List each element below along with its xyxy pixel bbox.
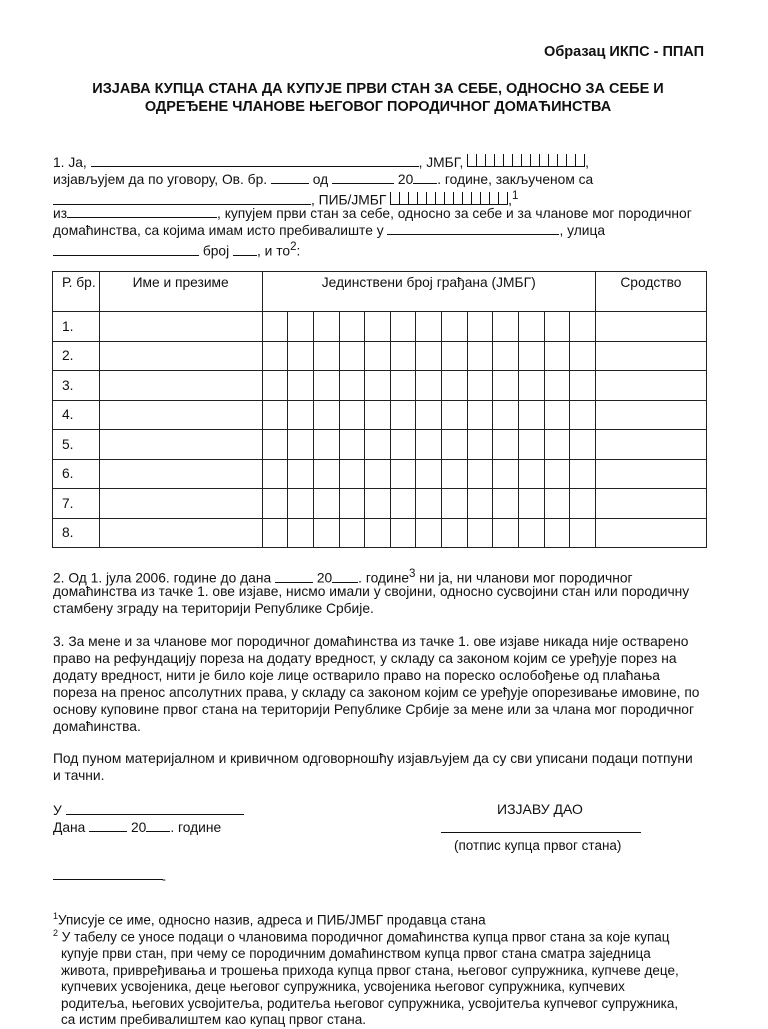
footnote-2-line: родитеља, његових усвојитеља, родитеља његовог супружника, усвојитеља купчевог супружника,	[61, 995, 679, 1011]
member-jmbg-digit-cell[interactable]	[262, 371, 288, 401]
member-jmbg-digit-cell[interactable]	[262, 518, 288, 548]
col-header-relation: Сродство	[595, 272, 706, 312]
table-row	[53, 459, 707, 489]
footnote-2-line: купује први стан, при чему се породичним домаћинством купца првог стана сматра заједница	[61, 946, 651, 961]
member-jmbg-digit-cell[interactable]	[313, 371, 339, 401]
member-jmbg-digit-cell[interactable]	[518, 489, 544, 519]
member-relation-cell[interactable]	[595, 400, 706, 430]
document-title	[40, 80, 716, 116]
place-line: У	[53, 802, 353, 819]
section-3	[53, 633, 713, 735]
member-jmbg-digit-cell[interactable]	[365, 312, 391, 342]
footnote-1: $^1$Уписује се име, односно назив, адреса и ПИБ/ЈМБГ продавца стана	[53, 911, 486, 928]
form-code: Образац ИКПС - ППАП	[544, 44, 704, 60]
member-jmbg-digit-cell[interactable]	[493, 518, 519, 548]
member-jmbg-digit-cell[interactable]	[313, 341, 339, 371]
table-row	[53, 341, 707, 371]
buyer-city-field[interactable]	[67, 205, 217, 218]
member-jmbg-digit-cell[interactable]	[313, 400, 339, 430]
member-jmbg-digit-cell[interactable]	[570, 459, 596, 489]
s1-line-4: из , купујем први стан за себе, односно за себе и за чланове мог породичног	[53, 206, 692, 221]
member-jmbg-digit-cell[interactable]	[365, 430, 391, 460]
member-jmbg-digit-cell[interactable]	[416, 312, 442, 342]
footnote-separator	[53, 879, 163, 880]
member-jmbg-digit-cell[interactable]	[339, 518, 365, 548]
period-end-year-field[interactable]	[332, 570, 358, 583]
member-jmbg-digit-cell[interactable]	[493, 489, 519, 519]
member-jmbg-digit-cell[interactable]	[365, 400, 391, 430]
member-jmbg-digit-cell[interactable]	[493, 459, 519, 489]
member-jmbg-digit-cell[interactable]	[313, 489, 339, 519]
row-number: 7.	[53, 489, 100, 519]
s3-line: основу куповине првог стана на територији Републике Србије за мене или за члана мог породичног	[53, 702, 695, 717]
s3-line: домаћинства.	[53, 719, 141, 734]
s1-line-6: број , и $то^2$:	[53, 239, 713, 256]
table-row	[53, 371, 707, 401]
row-number: 2.	[53, 341, 100, 371]
member-jmbg-digit-cell[interactable]	[442, 430, 468, 460]
member-jmbg-digit-cell[interactable]	[544, 430, 570, 460]
member-jmbg-digit-cell[interactable]	[570, 518, 596, 548]
member-jmbg-digit-cell[interactable]	[442, 341, 468, 371]
member-jmbg-digit-cell[interactable]	[442, 312, 468, 342]
table-row	[53, 430, 707, 460]
member-jmbg-digit-cell[interactable]	[442, 371, 468, 401]
member-jmbg-digit-cell[interactable]	[467, 400, 493, 430]
member-relation-cell[interactable]	[595, 341, 706, 371]
member-jmbg-digit-cell[interactable]	[518, 430, 544, 460]
row-number: 4.	[53, 400, 100, 430]
member-relation-cell[interactable]	[595, 430, 706, 460]
member-jmbg-digit-cell[interactable]	[416, 518, 442, 548]
member-jmbg-digit-cell[interactable]	[570, 341, 596, 371]
member-name-cell[interactable]	[99, 371, 262, 401]
member-jmbg-digit-cell[interactable]	[288, 371, 314, 401]
member-jmbg-digit-cell[interactable]	[518, 518, 544, 548]
liability-line: Под пуном материјалном и кривичном одговорношћу изјављујем да су сви уписани подаци потпуни	[53, 751, 693, 766]
member-name-cell[interactable]	[99, 459, 262, 489]
footnote-2-line: са истим пребивалиштем као купац првог стана.	[61, 1012, 366, 1027]
residence-place-field[interactable]	[387, 222, 559, 235]
member-jmbg-digit-cell[interactable]	[390, 341, 416, 371]
member-jmbg-digit-cell[interactable]	[493, 400, 519, 430]
member-jmbg-digit-cell[interactable]	[339, 312, 365, 342]
member-jmbg-digit-cell[interactable]	[442, 518, 468, 548]
s2-line-3: стамбену зграду на територији Републике Србије.	[53, 601, 374, 616]
member-name-cell[interactable]	[99, 400, 262, 430]
member-jmbg-digit-cell[interactable]	[416, 489, 442, 519]
member-jmbg-digit-cell[interactable]	[339, 459, 365, 489]
member-jmbg-digit-cell[interactable]	[493, 430, 519, 460]
member-jmbg-digit-cell[interactable]	[288, 459, 314, 489]
member-jmbg-digit-cell[interactable]	[288, 400, 314, 430]
member-jmbg-digit-cell[interactable]	[313, 518, 339, 548]
member-jmbg-digit-cell[interactable]	[262, 341, 288, 371]
footnote-2: $^2$ У табелу се уносе подаци о члановима породичног домаћинства купца првог стана за које купац купује први стан, при чему се породичним домаћинством купца првог стана сматра заједница живота, привређивања и трошења прихода купца првог стана, његовог супружника, купчеве деце, купчевих усвојеника, деце његовог супружника, усвојеника његовог супружника, купчевих родитеља, његових усвојитеља, родитеља његовог супружника, усвојитеља купчевог супружника, са истим пребивалиштем као купац првог стана.	[53, 925, 713, 1029]
col-header-name: Име и презиме	[99, 272, 262, 312]
place-date-block	[53, 802, 353, 836]
member-jmbg-digit-cell[interactable]	[467, 312, 493, 342]
member-jmbg-digit-cell[interactable]	[339, 400, 365, 430]
member-jmbg-digit-cell[interactable]	[365, 371, 391, 401]
member-jmbg-digit-cell[interactable]	[288, 430, 314, 460]
member-jmbg-digit-cell[interactable]	[390, 430, 416, 460]
title-line-2: ОДРЕЂЕНЕ ЧЛАНОВЕ ЊЕГОВОГ ПОРОДИЧНОГ ДОМАЋИНСТВА	[144, 99, 612, 115]
s1-line-1: 1. Ја, , ЈМБГ, ,	[53, 155, 590, 170]
member-jmbg-digit-cell[interactable]	[262, 430, 288, 460]
contract-date-field[interactable]	[332, 171, 394, 184]
member-jmbg-digit-cell[interactable]	[518, 312, 544, 342]
member-jmbg-digit-cell[interactable]	[518, 400, 544, 430]
s1-line-2: изјављујем да по уговору, Ов. бр. од 20 . године, закљученом са	[53, 172, 594, 187]
signature-caption: (потпис купца првог стана)	[454, 838, 622, 853]
member-jmbg-digit-cell[interactable]	[390, 459, 416, 489]
footnote-2-line: У табелу се уносе подаци о члановима породичног домаћинства купца првог стана за које купац	[61, 929, 670, 945]
member-jmbg-digit-cell[interactable]	[390, 312, 416, 342]
member-relation-cell[interactable]	[595, 312, 706, 342]
s1-line-3: , ПИБ/ЈМБГ ,$^1$	[53, 188, 713, 205]
member-jmbg-digit-cell[interactable]	[544, 518, 570, 548]
member-jmbg-digit-cell[interactable]	[390, 400, 416, 430]
member-jmbg-digit-cell[interactable]	[390, 489, 416, 519]
row-number: 8.	[53, 518, 100, 548]
member-jmbg-digit-cell[interactable]	[518, 459, 544, 489]
member-jmbg-digit-cell[interactable]	[544, 459, 570, 489]
seller-field[interactable]	[53, 192, 311, 205]
member-jmbg-digit-cell[interactable]	[518, 341, 544, 371]
member-jmbg-digit-cell[interactable]	[288, 312, 314, 342]
street-field[interactable]	[53, 243, 199, 256]
member-jmbg-digit-cell[interactable]	[262, 400, 288, 430]
member-relation-cell[interactable]	[595, 371, 706, 401]
member-jmbg-digit-cell[interactable]	[288, 489, 314, 519]
member-jmbg-digit-cell[interactable]	[442, 459, 468, 489]
footnote-separator-mark: -	[162, 872, 166, 886]
member-jmbg-digit-cell[interactable]	[467, 371, 493, 401]
row-number: 6.	[53, 459, 100, 489]
member-jmbg-digit-cell[interactable]	[339, 371, 365, 401]
member-jmbg-digit-cell[interactable]	[365, 459, 391, 489]
member-jmbg-digit-cell[interactable]	[544, 341, 570, 371]
footnote-2-line: купчевих усвојеника, деце његовог супружника, усвојеника његовог супружника, купчевих	[61, 979, 625, 994]
s2-line-1: 2. Од 1. јула 2006. године до дана 20 . године$^3$ ни ја, ни чланови мог породичног	[53, 568, 633, 586]
table-row	[53, 518, 707, 548]
member-jmbg-digit-cell[interactable]	[467, 341, 493, 371]
member-jmbg-digit-cell[interactable]	[544, 371, 570, 401]
member-jmbg-digit-cell[interactable]	[570, 430, 596, 460]
table-header-row	[53, 272, 707, 312]
row-number: 3.	[53, 371, 100, 401]
member-jmbg-digit-cell[interactable]	[467, 430, 493, 460]
buyer-name-field[interactable]	[91, 154, 419, 167]
member-jmbg-digit-cell[interactable]	[416, 341, 442, 371]
table-row	[53, 489, 707, 519]
member-jmbg-digit-cell[interactable]	[262, 312, 288, 342]
member-jmbg-digit-cell[interactable]	[493, 341, 519, 371]
row-number: 1.	[53, 312, 100, 342]
member-name-cell[interactable]	[99, 489, 262, 519]
sign-date-field[interactable]	[89, 819, 127, 832]
member-relation-cell[interactable]	[595, 518, 706, 548]
member-jmbg-digit-cell[interactable]	[570, 312, 596, 342]
member-jmbg-digit-cell[interactable]	[313, 430, 339, 460]
member-jmbg-digit-cell[interactable]	[467, 489, 493, 519]
table-row	[53, 400, 707, 430]
member-jmbg-digit-cell[interactable]	[339, 430, 365, 460]
contract-year-field[interactable]	[413, 171, 437, 184]
section-2	[53, 566, 713, 617]
member-jmbg-digit-cell[interactable]	[442, 489, 468, 519]
member-jmbg-digit-cell[interactable]	[467, 459, 493, 489]
s3-line: право на рефундацију пореза на додату вредност, у складу са законом којим се уређује порез на	[53, 651, 677, 666]
section-1	[53, 154, 713, 259]
member-jmbg-digit-cell[interactable]	[416, 400, 442, 430]
member-jmbg-digit-cell[interactable]	[390, 518, 416, 548]
member-jmbg-digit-cell[interactable]	[544, 400, 570, 430]
member-jmbg-digit-cell[interactable]	[518, 371, 544, 401]
member-jmbg-digit-cell[interactable]	[313, 459, 339, 489]
member-jmbg-digit-cell[interactable]	[313, 312, 339, 342]
member-jmbg-digit-cell[interactable]	[339, 489, 365, 519]
member-jmbg-digit-cell[interactable]	[493, 312, 519, 342]
signature-line[interactable]	[441, 832, 641, 833]
member-jmbg-digit-cell[interactable]	[416, 430, 442, 460]
row-number: 5.	[53, 430, 100, 460]
member-jmbg-digit-cell[interactable]	[390, 371, 416, 401]
liability-statement	[53, 750, 713, 784]
member-jmbg-digit-cell[interactable]	[570, 371, 596, 401]
s2-line-2: домаћинства из тачке 1. ове изјаве, нисмо имали у својини, односно сусвојини стан или породичну	[53, 584, 690, 599]
date-line: Дана 20 . године	[53, 820, 222, 835]
contract-number-field[interactable]	[271, 171, 309, 184]
declarant-label: ИЗЈАВУ ДАО	[497, 801, 583, 817]
member-jmbg-digit-cell[interactable]	[493, 371, 519, 401]
place-field[interactable]	[66, 802, 244, 815]
member-jmbg-digit-cell[interactable]	[570, 400, 596, 430]
member-relation-cell[interactable]	[595, 459, 706, 489]
member-jmbg-digit-cell[interactable]	[442, 400, 468, 430]
member-jmbg-digit-cell[interactable]	[570, 489, 596, 519]
liability-line: и тачни.	[53, 768, 105, 783]
member-jmbg-digit-cell[interactable]	[365, 489, 391, 519]
sign-year-field[interactable]	[146, 819, 170, 832]
member-jmbg-digit-cell[interactable]	[544, 312, 570, 342]
member-jmbg-digit-cell[interactable]	[365, 518, 391, 548]
period-end-date-field[interactable]	[275, 570, 313, 583]
s3-line: 3. За мене и за чланове мог породичног домаћинства из тачке 1. ове изјаве никада није остварено	[53, 634, 689, 649]
footnote-2-line: живота, привређивања и трошења прихода купца првог стана, његовог супружника, купчеве деце,	[61, 962, 679, 978]
member-jmbg-digit-cell[interactable]	[416, 371, 442, 401]
member-name-cell[interactable]	[99, 430, 262, 460]
member-name-cell[interactable]	[99, 341, 262, 371]
member-jmbg-digit-cell[interactable]	[262, 489, 288, 519]
member-jmbg-digit-cell[interactable]	[262, 459, 288, 489]
s3-line: пореза на пренос апсолутних права, у складу са законом којим се уређује опорезивање имовине, по	[53, 685, 700, 700]
buyer-jmbg-boxes[interactable]	[467, 154, 585, 171]
member-jmbg-digit-cell[interactable]	[339, 341, 365, 371]
member-jmbg-digit-cell[interactable]	[416, 459, 442, 489]
s1-line-5: домаћинства, са којима имам исто пребивалиште у , улица	[53, 223, 606, 238]
member-jmbg-digit-cell[interactable]	[467, 518, 493, 548]
member-jmbg-digit-cell[interactable]	[288, 341, 314, 371]
member-relation-cell[interactable]	[595, 489, 706, 519]
member-name-cell[interactable]	[99, 312, 262, 342]
col-header-number: Р. бр.	[53, 272, 100, 312]
s3-line: додату вредност, нити је било које лице остварило право на пореско ослобођење од плаћања	[53, 668, 660, 683]
member-name-cell[interactable]	[99, 518, 262, 548]
member-jmbg-digit-cell[interactable]	[365, 341, 391, 371]
title-line-1: ИЗЈАВА КУПЦА СТАНА ДА КУПУЈЕ ПРВИ СТАН ЗА СЕБЕ, ОДНОСНО ЗА СЕБЕ И	[92, 81, 664, 97]
family-members-table	[52, 271, 707, 548]
street-number-field[interactable]	[233, 243, 257, 256]
col-header-jmbg: Јединствени број грађана (ЈМБГ)	[262, 272, 595, 312]
member-jmbg-digit-cell[interactable]	[288, 518, 314, 548]
table-row	[53, 312, 707, 342]
member-jmbg-digit-cell[interactable]	[544, 489, 570, 519]
